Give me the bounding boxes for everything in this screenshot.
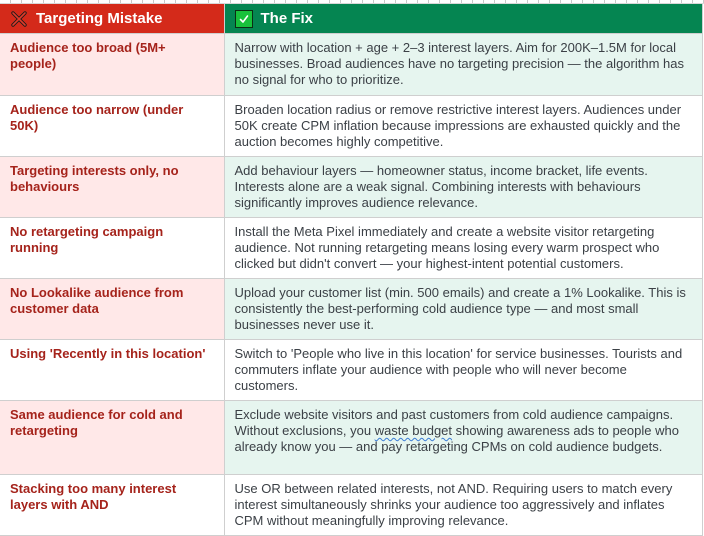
fix-cell: Narrow with location + age + 2–3 interest layers. Aim for 200K–1.5M for local businesses. Broad audiences have no targeting precision — the algorithm has no signal for who to prioritize. <box>224 34 702 96</box>
mistake-cell: Using 'Recently in this location' <box>0 340 224 401</box>
fix-cell: Switch to 'People who live in this location' for service businesses. Tourists and commuters inflate your audience with people who will never become customers. <box>224 340 702 401</box>
fix-cell <box>224 401 702 475</box>
mistake-cell: Same audience for cold and retargeting <box>0 401 224 475</box>
header-fix-label: The Fix <box>260 10 314 27</box>
check-box-icon <box>235 10 253 28</box>
table-row <box>0 96 702 157</box>
table-row <box>0 279 702 340</box>
header-mistake <box>0 4 224 34</box>
mistake-cell: Targeting interests only, no behaviours <box>0 157 224 218</box>
fix-cell: Add behaviour layers — homeowner status, income bracket, life events. Interests alone are a weak signal. Combining interests with behaviours significantly improves audience relevance. <box>224 157 702 218</box>
mistake-cell: Audience too broad (5M+ people) <box>0 34 224 96</box>
mistake-cell: Stacking too many interest layers with AND <box>0 475 224 536</box>
targeting-mistakes-table <box>0 4 703 536</box>
cross-mark-icon <box>10 10 28 28</box>
table-row <box>0 218 702 279</box>
mistake-cell: No retargeting campaign running <box>0 218 224 279</box>
fix-text: Exclude website visitors and past customers from cold audience campaigns. Without exclusions, you <box>234 407 674 438</box>
table-row <box>0 34 702 96</box>
fix-cell: Install the Meta Pixel immediately and create a website visitor retargeting audience. Not running retargeting means losing every warm prospect who clicked but didn't convert — your highest-intent potential customers. <box>224 218 702 279</box>
fix-cell: Use OR between related interests, not AND. Requiring users to match every interest simultaneously shrinks your audience too aggressively and inflates CPM without meaningfully improving relevance. <box>224 475 702 536</box>
fix-cell: Broaden location radius or remove restrictive interest layers. Audiences under 50K create CPM inflation because impressions are exhausted quickly and the auction becomes highly competitive. <box>224 96 702 157</box>
header-fix <box>224 4 702 34</box>
table-row <box>0 401 702 475</box>
fix-cell: Upload your customer list (min. 500 emails) and create a 1% Lookalike. This is consistently the best-performing cold audience type — and most small businesses never use it. <box>224 279 702 340</box>
table-row <box>0 157 702 218</box>
fix-text: showing awareness ads to people who already know you — and pay retargeting CPMs on cold audience budgets. <box>234 423 679 454</box>
table-row <box>0 475 702 536</box>
header-row <box>0 4 702 34</box>
header-mistake-label: Targeting Mistake <box>36 10 163 27</box>
mistake-cell: Audience too narrow (under 50K) <box>0 96 224 157</box>
mistake-cell: No Lookalike audience from customer data <box>0 279 224 340</box>
table-row <box>0 340 702 401</box>
spellcheck-marked-text[interactable]: waste budget <box>374 423 453 438</box>
